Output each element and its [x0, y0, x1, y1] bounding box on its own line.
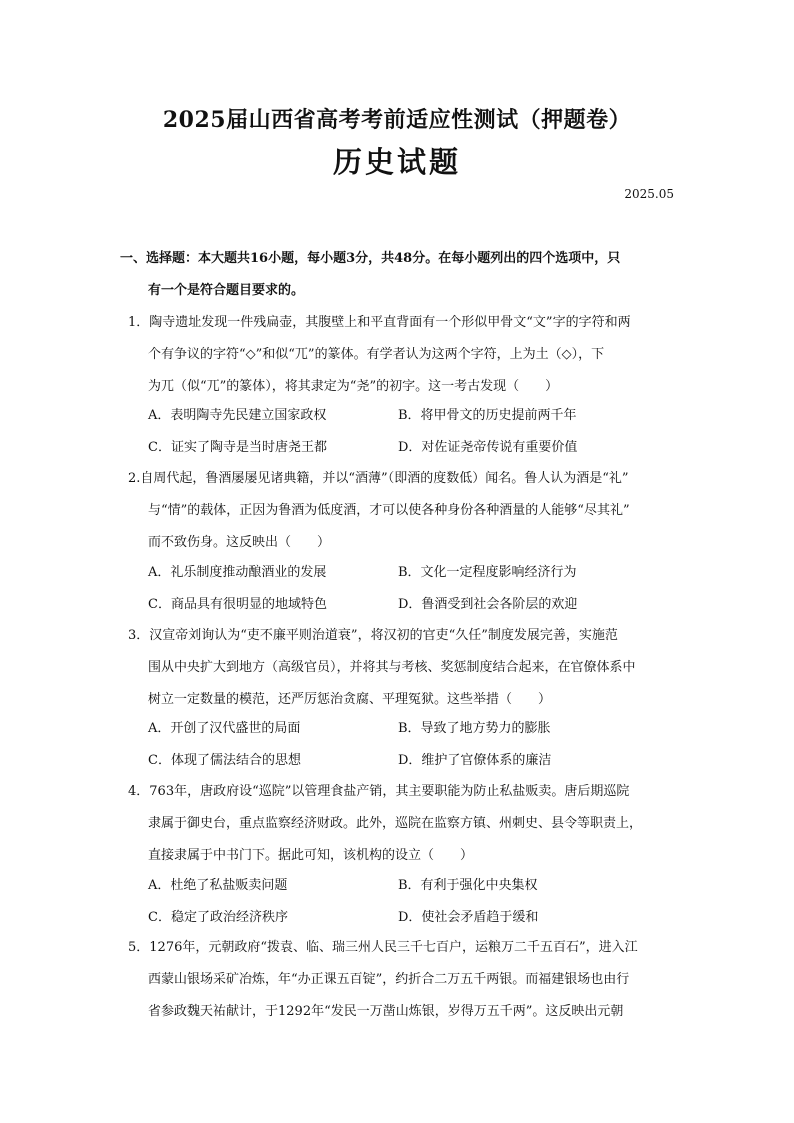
question-2-option-c[interactable]: C．商品具有很明显的地域特色: [148, 597, 327, 612]
question-4-option-c[interactable]: C．稳定了政治经济秩序: [148, 910, 288, 925]
question-5-line-3: 省参政魏天祐献计，于1292年“发民一万凿山炼银，岁得万五千两”。这反映出元朝: [148, 1004, 624, 1019]
question-1: [128, 307, 684, 403]
question-2-line-1: 2.自周代起，鲁酒屡屡见诸典籍，并以“酒薄”（即酒的度数低）闻名。鲁人认为酒是“礼”: [128, 471, 629, 486]
question-1-option-c[interactable]: C．证实了陶寺是当时唐尧王都: [148, 440, 327, 455]
question-3-option-d[interactable]: D．维护了官僚体系的廉洁: [398, 753, 552, 768]
question-3-line-1: 3．汉宣帝刘询认为“吏不廉平则治道衰”，将汉初的官吏“久任”制度发展完善，实施范: [128, 628, 618, 643]
question-1-line-3: 为兀（似“兀”的篆体），将其隶定为“尧”的初字。这一考古发现（ ）: [148, 379, 559, 394]
question-4-option-a[interactable]: A．杜绝了私盐贩卖问题: [148, 878, 288, 893]
question-4-option-d[interactable]: D．使社会矛盾趋于缓和: [398, 910, 539, 925]
question-3-line-3: 树立一定数量的模范，还严厉惩治贪腐、平理冤狱。这些举措（ ）: [148, 692, 552, 707]
question-2-line-3: 而不致伤身。这反映出（ ）: [148, 535, 331, 550]
section-line-2: 有一个是符合题目要求的。: [148, 283, 305, 298]
question-2-option-d[interactable]: D．鲁酒受到社会各阶层的欢迎: [398, 597, 578, 612]
question-3-option-b[interactable]: B．导致了地方势力的膨胀: [398, 721, 551, 736]
question-1-line-1: 1．陶寺遗址发现一件残扁壶，其腹壁上和平直背面有一个形似甲骨文“文”字的字符和两: [128, 315, 631, 330]
exam-title: 2025届山西省高考考前适应性测试（押题卷）: [162, 107, 632, 133]
question-2: [128, 463, 684, 559]
question-1-option-d[interactable]: D．对佐证尧帝传说有重要价值: [398, 440, 578, 455]
question-3-option-a[interactable]: A．开创了汉代盛世的局面: [148, 721, 301, 736]
exam-date: 2025.05: [624, 187, 674, 201]
question-4-line-1: 4．763年，唐政府设“巡院”以管理食盐产销，其主要职能为防止私盐贩卖。唐后期巡院: [128, 784, 630, 799]
question-3-line-2: 围从中央扩大到地方（高级官员），并将其与考核、奖惩制度结合起来，在官僚体系中: [148, 660, 636, 675]
question-1-line-2: 个有争议的字符“◇”和似“兀”的篆体。有学者认为这两个字符，上为土（◇），下: [148, 347, 605, 362]
question-5-line-2: 西蒙山银场采矿冶炼，年“办正课五百锭”，约折合二万五千两银。而福建银场也由行: [148, 972, 630, 987]
subject-title: 历史试题: [332, 145, 461, 179]
question-2-line-2: 与“情”的载体，正因为鲁酒为低度酒，才可以使各种身份各种酒量的人能够“尽其礼”: [148, 503, 630, 518]
question-4-line-3: 直接隶属于中书门下。据此可知，该机构的设立（ ）: [148, 848, 474, 863]
section-heading: [120, 243, 680, 307]
question-3-option-c[interactable]: C．体现了儒法结合的思想: [148, 753, 301, 768]
question-5: [128, 932, 684, 1028]
question-1-option-b[interactable]: B．将甲骨文的历史提前两千年: [398, 408, 577, 423]
question-3: [128, 620, 684, 716]
question-4-line-2: 隶属于御史台，重点监察经济财政。此外，巡院在监察方镇、州刺史、县令等职责上，: [148, 816, 643, 831]
question-2-option-b[interactable]: B．文化一定程度影响经济行为: [398, 565, 577, 580]
question-4: [128, 776, 684, 872]
question-1-option-a[interactable]: A．表明陶寺先民建立国家政权: [148, 408, 327, 423]
question-2-option-a[interactable]: A．礼乐制度推动酿酒业的发展: [148, 565, 327, 580]
section-line-1: 一、选择题：本大题共16小题，每小题3分，共48分。在每小题列出的四个选项中，只: [120, 251, 621, 266]
question-5-line-1: 5．1276年，元朝政府“拨袁、临、瑞三州人民三千七百户，运粮万二千五百石”，进入江: [128, 940, 638, 955]
question-4-option-b[interactable]: B．有利于强化中央集权: [398, 878, 538, 893]
